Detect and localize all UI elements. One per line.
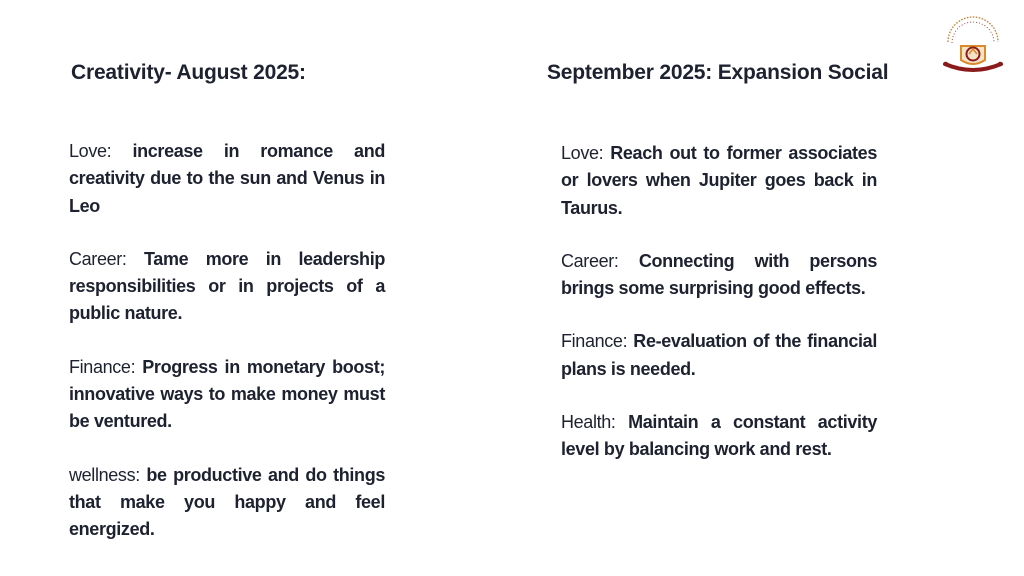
item-label: Career:: [561, 250, 619, 271]
item-text: increase in romance and creativity due to the sun and Venus in Leo: [69, 141, 385, 216]
august-forecast-column: [69, 138, 385, 570]
item-label: wellness:: [69, 464, 140, 485]
august-heading: Creativity- August 2025:: [71, 61, 306, 84]
september-career-item: [561, 248, 877, 303]
item-label: Finance:: [561, 331, 628, 352]
september-love-item: [561, 140, 877, 222]
item-text: Connecting with persons brings some surprising good effects.: [561, 250, 877, 299]
item-text: be productive and do things that make you happy and feel energized.: [69, 464, 385, 540]
item-text: Re-evaluation of the financial plans is needed.: [561, 331, 877, 379]
august-career-item: [69, 246, 385, 328]
august-wellness-item: [69, 462, 385, 544]
item-text: Reach out to former associates or lovers when Jupiter goes back in Taurus.: [561, 143, 877, 218]
item-label: Health:: [561, 412, 616, 433]
item-label: Career:: [69, 248, 127, 269]
september-forecast-column: [561, 140, 877, 490]
item-text: Progress in monetary boost; innovative ways to make money must be ventured.: [69, 356, 385, 432]
august-finance-item: [69, 354, 385, 436]
september-heading: September 2025: Expansion Social: [547, 61, 889, 84]
astrology-logo-icon: [940, 16, 1006, 82]
september-health-item: [561, 409, 877, 464]
august-love-item: [69, 138, 385, 220]
item-text: Maintain a constant activity level by balancing work and rest.: [561, 412, 877, 460]
item-label: Love:: [561, 143, 604, 163]
september-finance-item: [561, 328, 877, 383]
item-label: Love:: [69, 141, 112, 161]
item-text: Tame more in leadership responsibilities or in projects of a public nature.: [69, 248, 385, 324]
item-label: Finance:: [69, 356, 136, 377]
